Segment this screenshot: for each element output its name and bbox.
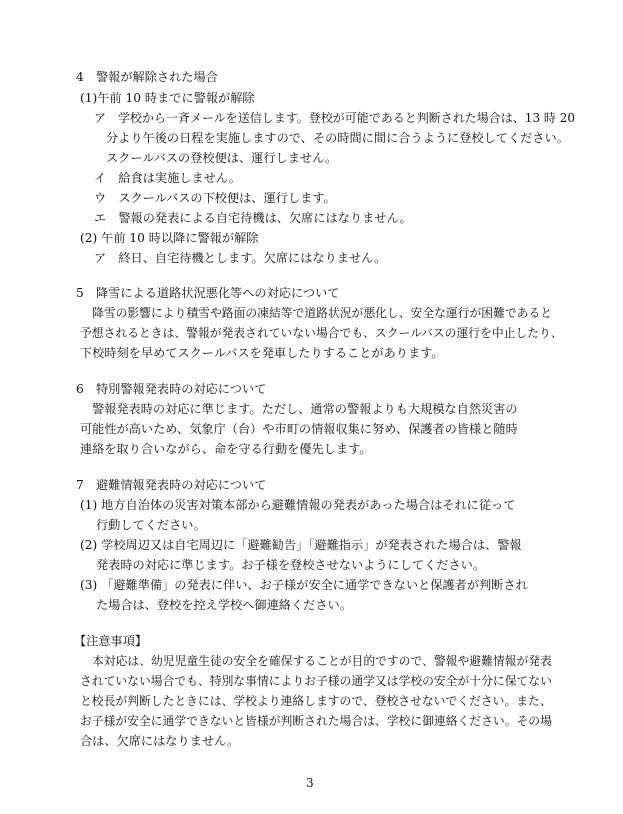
section-4-item-1: (1)午前 10 時までに警報が解除 xyxy=(80,91,255,105)
section-5-line-3: 下校時刻を早めてスクールバスを発車したりすることがあります。 xyxy=(80,346,444,360)
section-5-line-2: 予想されるときは、警報が発表されていない場合でも、スクールバスの運行を中止したり、 xyxy=(80,326,563,340)
section-4-item-1-e: エ 警報の発表による自宅待機は、欠席にはなりません。 xyxy=(94,211,412,225)
notes-line-3: と校長が判断したときには、学校より連絡しますので、登校させないでください。また、 xyxy=(80,694,552,708)
section-4-heading: 4 警報が解除された場合 xyxy=(76,70,218,84)
section-7-item-3-line-1: (3) 「避難準備」の発表に伴い、お子様が安全に通学できないと保護者が判断され xyxy=(80,578,528,592)
notes-line-5: 合は、欠席にはなりません。 xyxy=(80,734,240,748)
section-4-item-1-i: イ 給食は実施しません。 xyxy=(94,171,241,185)
section-6-line-3: 連絡を取り合いながら、命を守る行動を優先します。 xyxy=(80,442,372,456)
section-6-line-1: 警報発表時の対応に準じます。ただし、通常の警報よりも大規模な自然災害の xyxy=(92,402,518,416)
section-6-heading: 6 特別警報発表時の対応について xyxy=(76,382,267,396)
notes-heading: 【注意事項】 xyxy=(74,634,148,648)
page-number: 3 xyxy=(306,776,314,790)
notes-line-4: お子様が安全に通学できないと皆様が判断された場合は、学校に御連絡ください。その場 xyxy=(80,714,552,728)
notes-line-2: されていない場合でも、特別な事情によりお子様の通学又は学校の安全が十分に保てない xyxy=(80,674,552,688)
notes-line-1: 本対応は、幼児児童生徒の安全を確保することが目的ですので、警報や避難情報が発表 xyxy=(92,654,552,668)
section-4-item-1-u: ウ スクールバスの下校便は、運行します。 xyxy=(94,191,336,205)
section-5-line-1: 降雪の影響により積雪や路面の凍結等で道路状況が悪化し、安全な運行が困難であると xyxy=(92,306,553,320)
section-4-item-2-a: ア 終日、自宅待機とします。欠席にはなりません。 xyxy=(94,251,387,265)
section-5-heading: 5 降雪による道路状況悪化等への対応について xyxy=(76,286,340,300)
section-6-line-2: 可能性が高いため、気象庁（台）や市町の情報収集に努め、保護者の皆様と随時 xyxy=(80,422,518,436)
section-7-item-2-line-1: (2) 学校周辺又は自宅周辺に「避難勧告」「避難指示」が発表された場合は、警報 xyxy=(80,538,522,552)
section-7-heading: 7 避難情報発表時の対応について xyxy=(76,478,267,492)
section-4-item-1-a-line-2: 分より午後の日程を実施しますので、その時間に間に合うように登校してください。 xyxy=(106,131,569,145)
section-4-item-2: (2) 午前 10 時以降に警報が解除 xyxy=(80,231,259,245)
section-7-item-2-line-2: 発表時の対応に準じます。お子様を登校させないようにしてください。 xyxy=(96,558,486,572)
section-4-item-1-a-line-1: ア 学校から一斉メールを送信します。登校が可能であると判断された場合は、13 時 20 xyxy=(94,111,575,125)
section-7-item-1-line-1: (1) 地方自治体の災害対策本部から避難情報の発表があった場合はそれに従って xyxy=(80,498,516,512)
section-4-item-1-a-line-3: スクールバスの登校便は、運行しません。 xyxy=(106,151,338,165)
section-7-item-3-line-2: た場合は、登校を控え学校へ御連絡ください。 xyxy=(96,598,352,612)
section-7-item-1-line-2: 行動してください。 xyxy=(96,518,206,532)
